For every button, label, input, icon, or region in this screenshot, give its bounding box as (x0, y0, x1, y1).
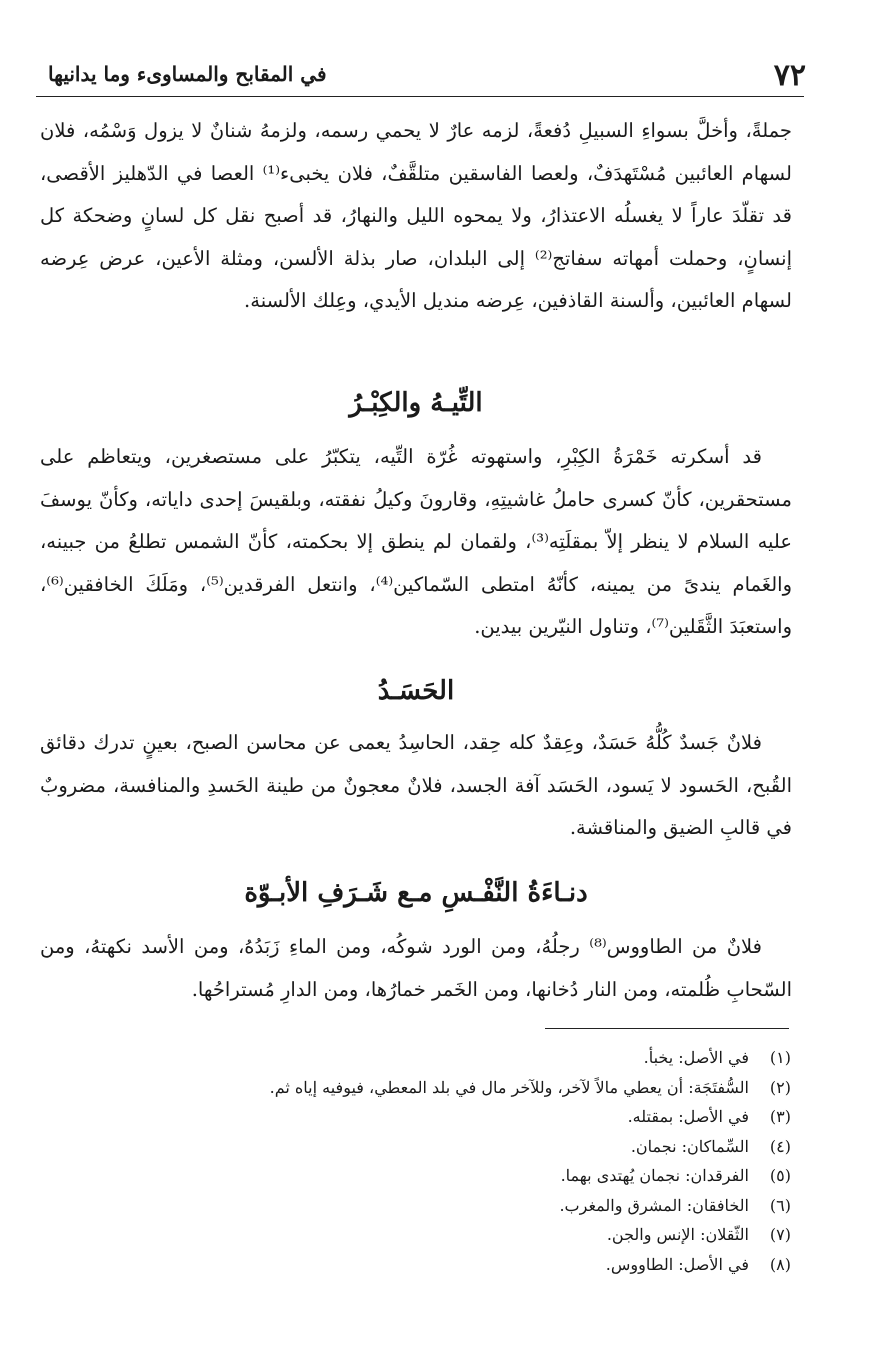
section-text-baseness: فلانٌ من الطاووس⁽⁸⁾ رجلُهُ، ومن الورد شوكُه، ومن الماءِ زَبَدُهُ، ومن الأسد نكهتهُ، ومن السّحابِ ظُلمته، ومن النار دُخانها، ومن الخَمر خمارُها، ومن الدارِ مُستراحُها. (40, 935, 792, 1001)
section-text-pride: قد أسكرته خَمْرَةُ الكِبْرِ، واستهوته غُرّة التِّيه، يتكبّرُ على مستصغرين، ويتعاظم على مستحقرين، كأنّ كسرى حاملُ غاشيتِهِ، وقارونَ وكيلُ نفقته، وبلقيسَ إحدى داياته، وكأنّ يوسفَ عليه السلام لا ينظر إلاّ بمقلَتِه⁽³⁾، ولقمان لم ينطق إلا بحكمته، كأنّ الشمس تطلعُ من جبينه، والغَمام يندىً من يمينه، كأنّهُ امتطى السّماكين⁽⁴⁾، وانتعل الفرقدين⁽⁵⁾، ومَلَكَ الخافقين⁽⁶⁾، واستعبَدَ الثَّقَلين⁽⁷⁾، وتناول النيّرين بيدين. (40, 445, 792, 638)
footnote-item (111, 1132, 791, 1162)
footnote-text: الثّقلان: الإنس والجن. (606, 1225, 749, 1244)
footnote-text: في الأصل: الطاووس. (605, 1254, 749, 1274)
footnote-text: في الأصل: يخبأ. (643, 1048, 749, 1067)
footnote-item (111, 1073, 791, 1103)
section-heading-pride: التِّيـهُ والكِبْـرُ (349, 388, 483, 418)
footnote-rule (545, 1028, 789, 1029)
footnote-number: (٣) (769, 1107, 791, 1126)
footnote-text: في الأصل: بمقتله. (627, 1107, 749, 1126)
footnote-text: الفرقدان: نجمان يُهتدى بهما. (560, 1166, 749, 1185)
footnote-text: السِّماكان: نجمان. (630, 1136, 749, 1156)
footnote-text: السُّفتَجَة: أن يعطي مالاً لآخر، وللآخر مال في بلد المعطي، فيوفيه إياه ثم. (269, 1077, 749, 1097)
intro-paragraph: جملةً، وأخلَّ بسواءِ السبيلِ دُفعةً، لزمه عارٌ لا يحمي رسمه، ولزمهُ شنانٌ لا يزول وَسْمُه، فلان لسهام العائبين مُسْتَهدَفٌ، ولعصا الفاسقين متلقَّفٌ، فلان يخبىء⁽¹⁾ العصا في الدّهليز الأقصى، قد تقلّدَ عاراً لا يغسلُه الاعتذارُ، ولا يمحوه الليل والنهارُ، قد أصبح نقل كل لسانٍ وضحكة كل إنسانٍ، وحملت أمهاته سفاتج⁽²⁾ إلى البلدان، صار بذلة الألسن، ومثلة الأعين، عرض عِرضه لسهام العائبين، وألسنة القاذفين، عِرضه منديل الأيدي، وعِلك الألسنة. (40, 119, 792, 312)
header-rule (36, 96, 804, 97)
running-title: في المقابح والمساوىء وما يدانيها (48, 62, 327, 86)
footnote-number: (٥) (769, 1166, 791, 1185)
footnote-number: (٤) (769, 1136, 791, 1156)
section-text-envy: فلانٌ جَسدٌ كُلُّهُ حَسَدٌ، وعِقدٌ كله حِقد، الحاسِدُ يعمى عن محاسن الصبح، بعينٍ تدرك دقائق القُبح، الحَسود لا يَسود، الحَسَد آفة الجسد، فلانٌ معجونٌ من طينة الحَسدِ والمنافسة، مضروبٌ في قالبِ الضيق والمناقشة. (40, 731, 792, 839)
footnote-text: الخافقان: المشرق والمغرب. (559, 1195, 749, 1215)
page-number: ٧٢ (773, 58, 806, 93)
running-head (42, 54, 806, 94)
footnote-number: (٨) (769, 1254, 791, 1274)
footnote-item (111, 1191, 791, 1221)
footnote-item (111, 1161, 791, 1191)
footnote-number: (١) (769, 1048, 791, 1067)
section-heading-envy: الحَسَـدُ (377, 676, 455, 706)
footnote-item (111, 1102, 791, 1132)
footnote-item (111, 1250, 791, 1280)
section-heading-baseness: دنـاءَةُ النَّفْـسِ مـع شَـرَفِ الأبـوّة (244, 878, 588, 908)
footnotes-list (111, 1043, 791, 1279)
footnote-number: (٦) (769, 1195, 791, 1215)
footnote-number: (٧) (769, 1225, 791, 1244)
footnote-item (111, 1220, 791, 1250)
footnote-number: (٢) (769, 1077, 791, 1097)
footnote-item (111, 1043, 791, 1073)
